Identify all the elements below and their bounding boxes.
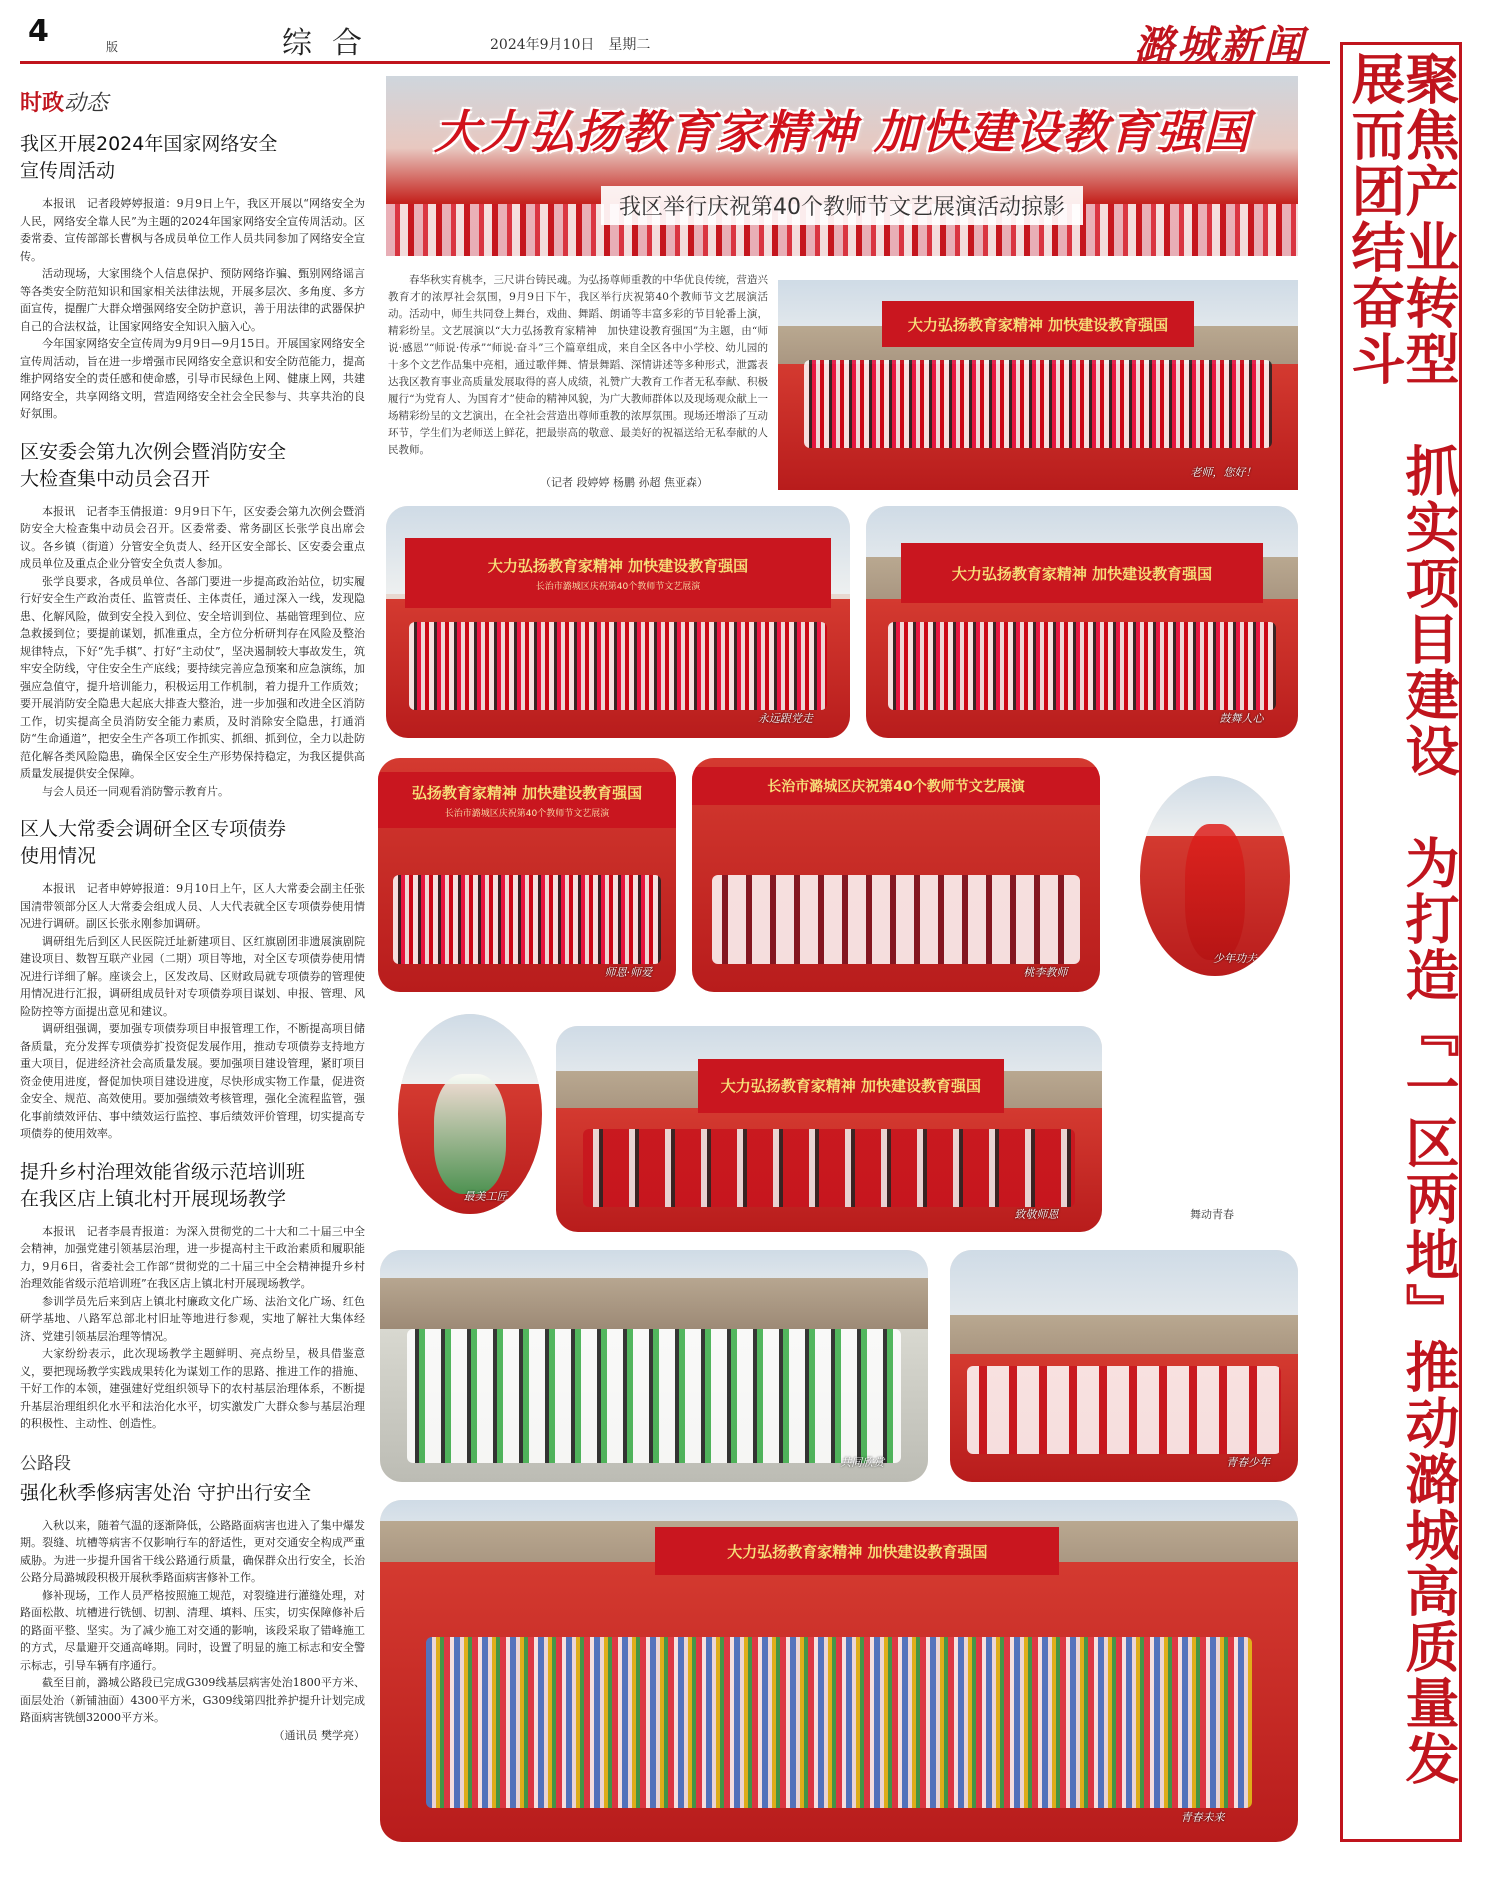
title-line: 宣传周活动	[20, 160, 116, 182]
feature-credit: （记者 段婷婷 杨鹏 孙超 焦亚森）	[540, 476, 708, 489]
photo-caption: 永远跟党走	[757, 712, 813, 726]
photo-teachers-line	[556, 1026, 1102, 1232]
article-title	[20, 1480, 365, 1507]
feature-intro: 春华秋实育桃李，三尺讲台铸民魂。为弘扬尊师重教的中华优良传统，营造兴教育才的浓厚社会氛围，9月9日下午，我区举行庆祝第40个教师节文艺展演活动。活动中，师生共同登上舞台，戏曲、舞蹈、朗诵等丰富多彩的节目轮番上演，精彩纷呈。文艺展演以“大力弘扬教育家精神 加快建设教育强国”为主题，由“师说·感恩”“师说·传承”“师说·奋斗”三个篇章组成，来自全区各中小学校、幼儿园的十多个文艺作品集中亮相，通过歌伴舞、情景舞蹈、深情讲述等多种形式，泄露表达我区教育事业高质量发展取得的喜人成绩，礼赞广大教育工作者无私奉献、积极履行“为党育人、为国育才”使命的精神风貌，为广大教师群体以及现场观众献上一场精彩纷呈的文艺演出，在全社会营造出尊师重教的浓厚氛围。现场还增添了互动环节，学生们为老师送上鲜花，把最崇高的敬意、最美好的祝福送给无私奉献的人民教师。	[388, 274, 768, 456]
title-line: 在我区店上镇北村开展现场教学	[20, 1187, 287, 1210]
article-paragraph: 活动现场，大家围绕个人信息保护、预防网络诈骗、甄别网络谣言等各类安全防范知识和国家相关法律法规，开展多层次、多角度、多方面宣传，提醒广大群众增强网络安全防护意识，善于用法律的武器保护自己的合法权益，让国家网络安全知识入脑入心。	[20, 267, 365, 333]
article-paragraph: 本报讯 记者李晨青报道：为深入贯彻党的二十大和二十届三中全会精神，加强党建引领基层治理，进一步提高村主干政治素质和履职能力，9月6日，省委社会工作部“贯彻党的二十届三中全会精神提升乡村治理效能省级示范培训班”在我区店上镇北村开展现场教学。	[20, 1224, 365, 1290]
article-title	[20, 816, 365, 870]
news-column	[20, 86, 365, 1760]
article-paragraph: 与会人员还一同观看消防警示教育片。	[42, 784, 229, 798]
column-label	[20, 86, 365, 117]
column-label-rest: 动态	[64, 91, 109, 116]
photo-caption: 师恩·师爱	[604, 966, 653, 980]
issue-date: 2024年9月10日 星期二	[490, 37, 651, 53]
article-paragraph: 今年国家网络安全宣传周为9月9日—9月15日。开展国家网络安全宣传周活动，旨在进一步增强市民网络安全意识和安全防范能力，提高维护网络安全的责任感和使命感，引导市民绿色上网、健康上网，共建网络安全，共享网络文明，营造网络安全社会全民参与、共享共治的良好氛围。	[20, 337, 365, 420]
photo-finale	[380, 1500, 1298, 1842]
side-photo-caption: 舞动青春	[1190, 1208, 1234, 1221]
photo-backdrop-sub: 长治市潞城区庆祝第40个教师节文艺展演	[444, 808, 610, 819]
article-paragraph: 本报讯 记者段婷婷报道：9月9日上午，我区开展以“网络安全为人民，网络安全靠人民”为主题的2024年国家网络安全宣传周活动。区委常委、宣传部部长曹枫与各成员单位工作人员共同参加了网络安全宣传。	[20, 197, 365, 263]
photo-backdrop-text: 大力弘扬教育家精神 加快建设教育强国	[487, 556, 749, 575]
page-number: 4	[28, 14, 49, 49]
article-paragraph: 调研组强调，要加强专项债券项目申报管理工作，不断提高项目储备质量，充分发挥专项债券扩投资促发展作用，推动专项债券支持地方重大项目，促进经济社会高质量发展。要加强项目建设管理，紧盯项目资金使用进度，督促加快项目建设进度，尽快形成实物工作量，促进资金安全、规范、高效使用。要加强绩效考核管理，强化全流程监管，强化事前绩效评估、事中绩效运行监控、事后绩效评价管理，切实提高专项债券的使用效率。	[20, 1022, 365, 1140]
article-paragraph: 本报讯 记者申婷婷报道：9月10日上午，区人大常委会副主任张国清带领部分区人大常委会组成人员、人大代表就全区专项债券使用情况进行调研。副区长张永刚参加调研。	[20, 882, 365, 930]
article-paragraph: 张学良要求，各成员单位、各部门要进一步提高政治站位，切实履行好安全生产政治责任、监管责任、主体责任，通过深入一线，发现隐患、化解风险，做到安全投入到位、安全培训到位、基础管理到位、应急救援到位；要提前谋划，抓准重点，全方位分析研判存在风险及整治规律特点，下好“先手棋”、打好“主动仗”，坚决遏制较大事故发生，筑牢安全防线，守住安全生产底线；要持续完善应急预案和应急演练，加强应急值守，提升培训能力，积极运用工作机制，着力提升工作质效；要开展消防安全隐患大起底大排查大整治，进一步加强和改进全区消防工作，切实提高全员消防安全能力素质，及时消除安全隐患，打通消防“生命通道”，把安全生产各项工作抓实、抓细、抓到位，全力以赴防范化解各类风险隐患，确保全区安全生产形势保持稳定，为我区提供高质量发展提供安全保障。	[20, 574, 365, 780]
article-paragraph: 大家纷纷表示，此次现场教学主题鲜明、亮点纷呈，极具借鉴意义，要把现场教学实践成果转化为谋划工作的思路、推进工作的措施、干好工作的本领，建强建好党组织领导下的农村基层治理体系，不断提升基层治理组织化水平和法治化水平，切实激发广大群众参与基层治理的积极性、主动性、创造性。	[20, 1347, 365, 1430]
article-fire-safety	[20, 439, 365, 801]
title-line: 强化秋季修病害处治 守护出行安全	[20, 1481, 312, 1504]
article-paragraph: 入秋以来，随着气温的逐渐降低，公路路面病害也进入了集中爆发期。裂缝、坑槽等病害不仅影响行车的舒适性，更对交通安全构成严重威胁。为进一步提升国省干线公路通行质量，确保群众出行安全，长治公路分局潞城段积极开展秋季路面病害修补工作。	[20, 1518, 365, 1584]
photo-caption: 桃李教师	[1023, 966, 1068, 980]
article-road-maintenance	[20, 1449, 365, 1744]
article-paragraph: 截至目前，潞城公路段已完成G309线基层病害处治1800平方米、面层处治（新铺油面）4300平方米，G309线第四批养护提升计划完成路面病害铣刨32000平方米。	[20, 1676, 365, 1724]
photo-student-dance	[692, 758, 1100, 992]
photo-backdrop-text: 大力弘扬教育家精神 加快建设教育强国	[720, 1077, 981, 1096]
article-kicker: 公路段	[20, 1453, 71, 1474]
photo-pinwheel	[950, 1250, 1298, 1482]
hero-title: 大力弘扬教育家精神 加快建设教育强国	[433, 105, 1250, 159]
slogan-text: 聚焦产业转型 抓实项目建设 为打造『一区两地』推动潞城高质量发展而团结奋斗	[1343, 51, 1460, 1787]
title-line: 大检查集中动员会召开	[20, 467, 211, 490]
photo-audience	[380, 1250, 928, 1482]
slogan-banner	[1340, 42, 1462, 1842]
photo-backdrop-text: 长治市潞城区庆祝第40个教师节文艺展演	[767, 779, 1025, 796]
article-credit: （通讯员 樊学亮）	[273, 1728, 365, 1742]
article-title	[20, 1159, 365, 1213]
column-label-red: 时政	[20, 91, 65, 116]
photo-caption: 青春未来	[1180, 1810, 1225, 1824]
photo-backdrop-text: 大力弘扬教育家精神 加快建设教育强国	[907, 315, 1169, 334]
page-unit: 版	[106, 40, 119, 54]
photo-caption: 鼓舞人心	[1219, 712, 1264, 726]
article-paragraph: 本报讯 记者李玉倩报道：9月9日下午，区安委会第九次例会暨消防安全大检查集中动员会召开。区委常委、常务副区长张学良出席会议。各乡镇（街道）分管安全负责人、经开区安全部长、区安委会重点成员单位及重点企业分管安全负责人参加。	[20, 504, 365, 570]
photo-backdrop-text: 大力弘扬教育家精神 加快建设教育强国	[951, 564, 1213, 583]
photo-flower-oval	[398, 1014, 542, 1214]
article-paragraph: 修补现场，工作人员严格按照施工规范，对裂缝进行灌缝处理，对路面松散、坑槽进行铣刨、切割、清理、填料、压实，切实保障修补后的路面平整、坚实。为了减少施工对交通的影响，该段采取了错峰施工的方式，尽量避开交通高峰期。同时，设置了明显的施工标志和安全警示标志，引导车辆有序通行。	[20, 1588, 365, 1672]
title-line: 提升乡村治理效能省级示范培训班	[20, 1160, 306, 1183]
photo-flag-dance	[386, 506, 850, 738]
article-paragraph: 参训学员先后来到店上镇北村廉政文化广场、法治文化广场、红色研学基地、八路军总部北村旧址等地进行参观，实地了解社大集体经济、党建引领基层治理等情况。	[20, 1294, 365, 1343]
section-name: 综合	[282, 26, 382, 61]
title-line: 区人大常委会调研全区专项债券	[20, 818, 287, 840]
title-line: 使用情况	[20, 845, 97, 867]
photo-caption: 少年功夫	[1213, 952, 1257, 965]
article-paragraph: 调研组先后到区人民医院迁址新建项目、区红旗剧团非遗展演剧院建设项目、数智互联产业园（二期）项目等地，对全区专项债券使用情况进行详细了解。座谈会上，区发改局、区财政局就专项债券的管理使用情况进行汇报，调研组成员针对专项债券项目谋划、申报、管理、风险防控等方面提出意见和建议。	[20, 934, 365, 1018]
hero-subtitle: 我区举行庆祝第40个教师节文艺展演活动掠影	[601, 186, 1083, 225]
photo-drum-performance	[866, 506, 1298, 738]
photo-caption: 老师，您好！	[1190, 465, 1257, 479]
article-special-bonds	[20, 816, 365, 1143]
masthead-logo: 潞城新闻	[1134, 22, 1306, 69]
photo-backdrop-text: 大力弘扬教育家精神 加快建设教育强国	[727, 1542, 988, 1561]
photo-caption: 致敬师恩	[1014, 1207, 1059, 1221]
title-line: 区安委会第九次例会暨消防安全	[20, 440, 287, 463]
photo-group-portrait	[778, 280, 1298, 490]
hero-photo	[386, 76, 1298, 256]
title-line: 我区开展2024年国家网络安全	[20, 133, 278, 155]
photo-choir-dance	[378, 758, 676, 992]
article-rural-governance	[20, 1159, 365, 1433]
article-network-security	[20, 131, 365, 423]
photo-caption: 青春少年	[1226, 1456, 1271, 1470]
page-header	[20, 12, 1330, 69]
photo-backdrop-text: 弘扬教育家精神 加快建设教育强国	[411, 783, 643, 802]
photo-caption: 最美工匠	[463, 1190, 508, 1203]
article-title	[20, 131, 365, 185]
photo-kung-fu-oval	[1140, 776, 1290, 976]
photo-backdrop-sub: 长治市潞城区庆祝第40个教师节文艺展演	[535, 581, 701, 592]
hero-subtitle-wrap	[386, 186, 1298, 225]
article-title	[20, 439, 365, 493]
photo-caption: 共同欣赏	[840, 1456, 885, 1470]
